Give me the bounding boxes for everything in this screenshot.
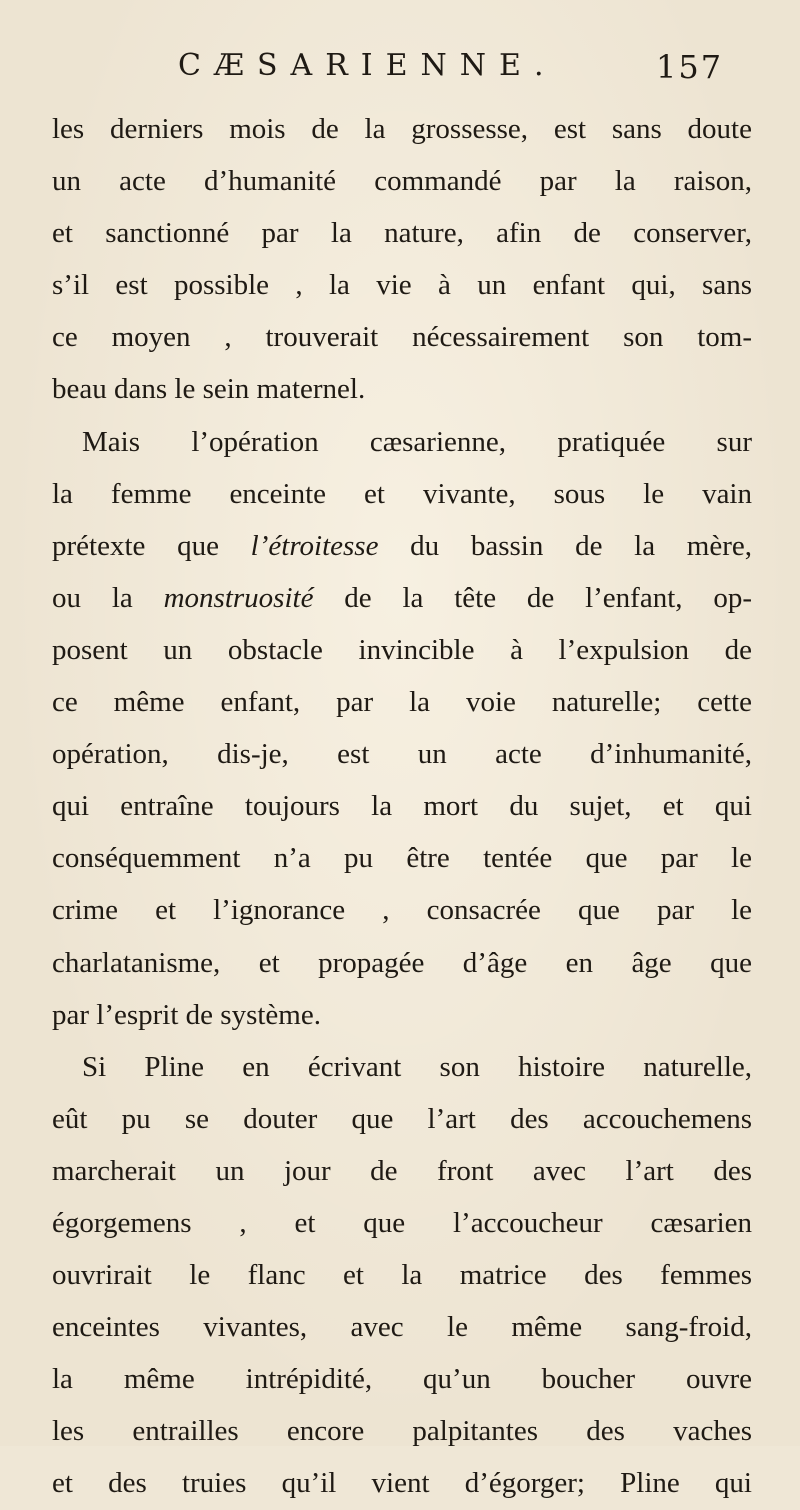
text-line: les entrailles encore palpitantes des vaches [52,1415,752,1448]
italic-term: l’étroitesse [250,529,379,562]
text-line: posent un obstacle invincible à l’expulsion de [52,633,752,666]
paragraph-first-line: Mais l’opération cæsarienne, pratiquée sur [82,425,752,458]
text-line: ouvrirait le flanc et la matrice des femmes [52,1259,752,1292]
text-line: eût pu se douter que l’art des accouchemens [52,1102,752,1135]
text-line: s’il est possible , la vie à un enfant qui, sans [52,269,752,302]
text-line: qui entraîne toujours la mort du sujet, et qui [52,790,752,823]
body-text [52,103,752,1510]
page-number: 157 [656,48,724,86]
text-line: charlatanisme, et propagée d’âge en âge que [52,946,752,979]
text-line: par l’esprit de système. [52,998,321,1031]
text-line: opération, dis-je, est un acte d’inhumanité, [52,738,752,771]
text-line: ce moyen , trouverait nécessairement son tom- [52,321,752,354]
text-line: ce même enfant, par la voie naturelle; cette [52,686,752,719]
paragraph-first-line: Si Pline en écrivant son histoire naturelle, [82,1050,752,1083]
text-line: beau dans le sein maternel. [52,373,366,406]
text-line: et des truies qu’il vient d’égorger; Pline qui [52,1467,752,1500]
text-line: prétexte que l’étroitesse du bassin de la mère, [52,529,752,562]
text-line: égorgemens , et que l’accoucheur cæsarien [52,1206,752,1239]
text-line: un acte d’humanité commandé par la raison, [52,165,752,198]
text-line: marcherait un jour de front avec l’art des [52,1154,752,1187]
text-line: crime et l’ignorance , consacrée que par le [52,894,752,927]
text-line: enceintes vivantes, avec le même sang-froid, [52,1311,752,1344]
running-title: CÆSARIENNE. [178,48,557,83]
text-line: la femme enceinte et vivante, sous le vain [52,477,752,510]
italic-term: monstruosité [163,581,314,614]
text-line: et sanctionné par la nature, afin de conserver, [52,217,752,250]
text-line: les derniers mois de la grossesse, est sans doute [52,113,752,145]
text-line: ou la monstruosité de la tête de l’enfant, op- [52,581,753,614]
running-head [178,48,738,88]
text-line: la même intrépidité, qu’un boucher ouvre [52,1363,752,1396]
text-line: conséquemment n’a pu être tentée que par le [52,842,752,875]
